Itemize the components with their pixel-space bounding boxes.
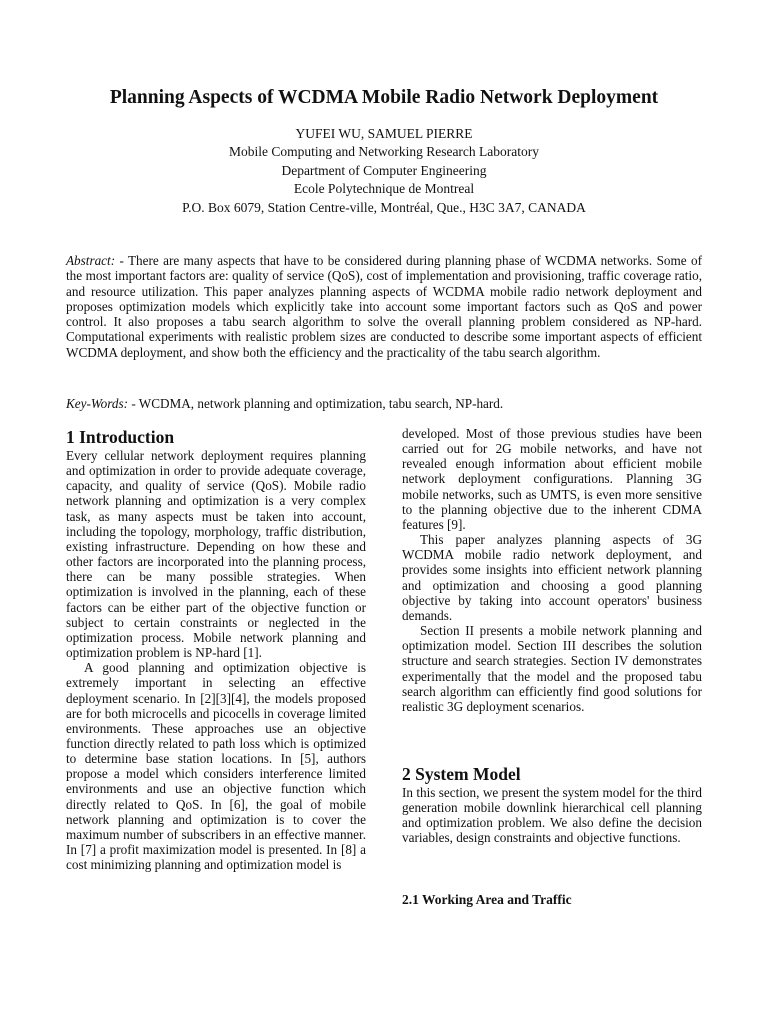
abstract-label: Abstract: bbox=[66, 253, 116, 268]
affiliation-dept: Department of Computer Engineering bbox=[281, 162, 487, 178]
affiliation-lab: Mobile Computing and Networking Research Laboratory bbox=[228, 144, 540, 160]
intro-paragraph-2: A good planning and optimization objective is extremely important in selecting an effective deployment scenario. In [2][3][4], the models proposed are for both microcells and picocells in coverage limited environments. These approaches use an objective function directly related to path loss which is optimized to determine base station locations. In [5], authors propose a model which considers interference limited environments and use an objective function which directly related to QoS. In [6], the goal of mobile network planning and optimization is to cover the maximum number of subscribers in an effective manner. In [7] a profit maximization model is presented. In [8] a cost minimizing planning and optimization model is bbox=[66, 660, 366, 873]
keywords-text: - WCDMA, network planning and optimization, tabu search, NP-hard. bbox=[128, 396, 504, 411]
intro-paragraph-2-continued: developed. Most of those previous studies have been carried out for 2G mobile networks, and have not revealed enough information about efficient mobile network deployment configurations. Planning 3G mobile networks, such as UMTS, is even more sensitive to the planning objective due to the inherent CDMA features [9]. bbox=[402, 426, 702, 532]
right-column bbox=[402, 426, 702, 714]
intro-paragraph-1: Every cellular network deployment requires planning and optimization in order to provide adequate coverage, capacity, and quality of service (QoS). Mobile radio network planning and optimization is a very complex task, as many aspects must be taken into account, including the topology, morphology, traffic distribution, existing infrastructure. Depending on how these and other factors are incorporated into the planning process, there can be many possible strategies. When optimization is involved in the planning, each of these factors can be either part of the objective function or subject to certain constraints or neglected in the optimization process. Mobile network planning and optimization problem is NP-hard [1]. bbox=[66, 448, 366, 661]
left-column bbox=[66, 427, 366, 872]
abstract bbox=[66, 253, 702, 360]
system-model-paragraph-1: In this section, we present the system model for the third generation mobile downlink hierarchical cell planning and optimization problem. We also define the decision variables, design constraints and objective functions. bbox=[402, 785, 702, 846]
section-heading-system-model: 2 System Model bbox=[402, 764, 521, 784]
keywords bbox=[66, 396, 702, 411]
authors: YUFEI WU, SAMUEL PIERRE bbox=[295, 126, 473, 141]
affiliation-address: P.O. Box 6079, Station Centre-ville, Montréal, Que., H3C 3A7, CANADA bbox=[182, 199, 586, 215]
intro-paragraph-3: This paper analyzes planning aspects of 3G WCDMA mobile radio network deployment, and provides some insights into efficient network planning and optimization and choosing a good planning objective by taking into account operators' business demands. bbox=[402, 532, 702, 623]
keywords-label: Key-Words: bbox=[66, 396, 129, 411]
abstract-text: - There are many aspects that have to be considered during planning phase of WCDMA networks. Some of the most important factors are: quality of service (QoS), cost of implementation and provisioning, traffic coverage ratio, and resource utilization. This paper analyzes planning aspects of WCDMA mobile radio network deployment and proposes optimization models which explicitly take into account some important factors such as QoS and power control. It also proposes a tabu search algorithm to solve the overall planning problem considered as NP-hard. Computational experiments with realistic problem sizes are conducted to describe some important aspects of efficient WCDMA deployment, and show both the efficiency and the practicality of the tabu search algorithm. bbox=[66, 253, 702, 360]
paper-title: Planning Aspects of WCDMA Mobile Radio Network Deployment bbox=[109, 87, 659, 108]
affiliation-school: Ecole Polytechnique de Montreal bbox=[293, 181, 475, 197]
intro-paragraph-4: Section II presents a mobile network planning and optimization model. Section III describes the solution structure and search strategies. Section IV demonstrates experimentally that the model and the proposed tabu search algorithm can efficiently find good solutions for realistic 3G deployment scenarios. bbox=[402, 623, 702, 714]
subsection-heading-working-area: 2.1 Working Area and Traffic bbox=[402, 892, 572, 907]
section-system-model bbox=[402, 764, 702, 846]
section-heading-introduction: 1 Introduction bbox=[66, 427, 175, 447]
author-block bbox=[40, 125, 728, 217]
